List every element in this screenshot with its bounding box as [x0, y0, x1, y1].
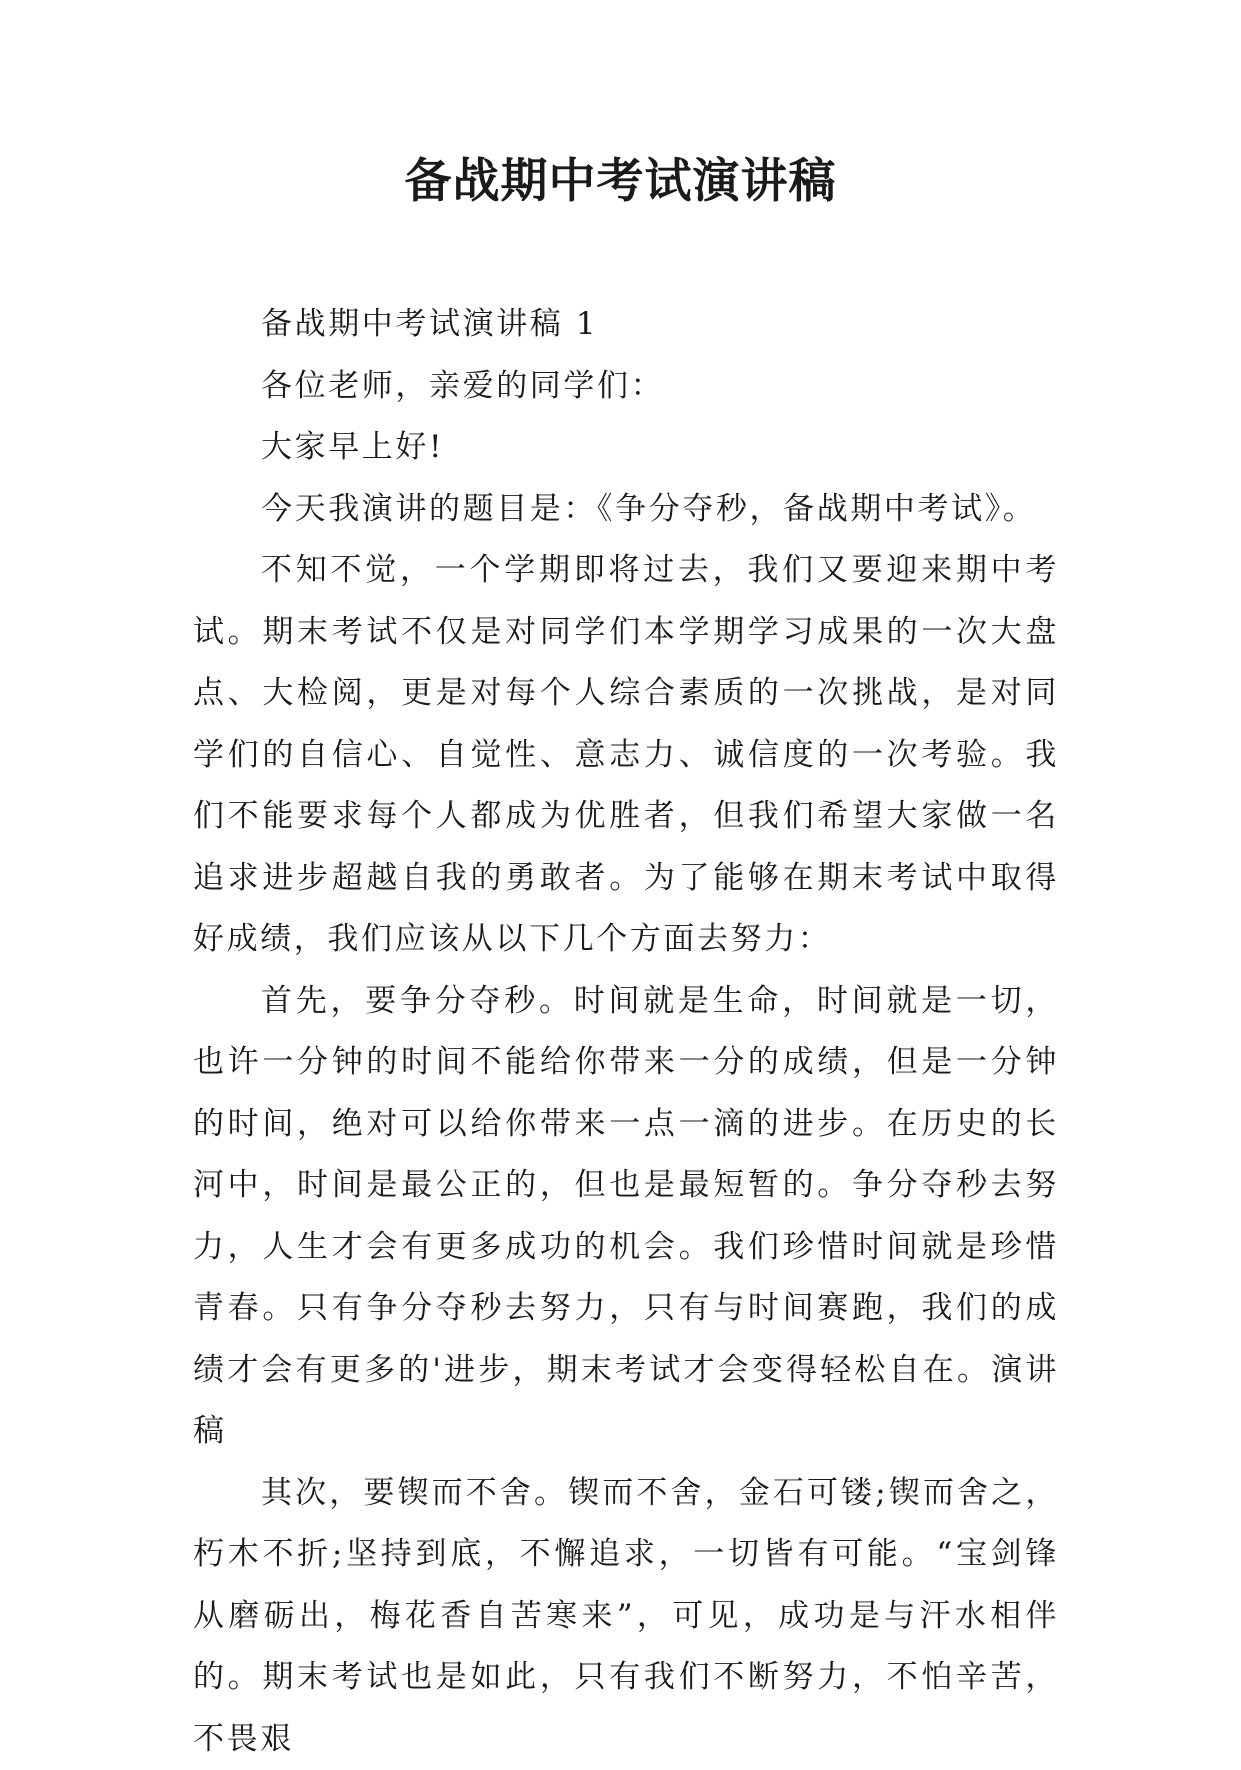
- body-paragraph: 其次，要锲而不舍。锲而不舍，金石可镂;锲而舍之，朽木不折;坚持到底，不懈追求，一切皆有可能。“宝剑锋从磨砺出，梅花香自苦寒来”，可见，成功是与汗水相伴的。期末考试也是如此，只有我们不断努力，不怕辛苦，不畏艰: [193, 1463, 1059, 1770]
- salutation: 各位老师，亲爱的同学们：: [193, 356, 1059, 418]
- greeting: 大家早上好!: [193, 417, 1059, 479]
- document-body: [193, 294, 1059, 1770]
- body-paragraph: 不知不觉，一个学期即将过去，我们又要迎来期中考试。期末考试不仅是对同学们本学期学习成果的一次大盘点、大检阅，更是对每个人综合素质的一次挑战，是对同学们的自信心、自觉性、意志力、诚信度的一次考验。我们不能要求每个人都成为优胜者，但我们希望大家做一名追求进步超越自我的勇敢者。为了能够在期末考试中取得好成绩，我们应该从以下几个方面去努力：: [193, 540, 1059, 971]
- document-title: 备战期中考试演讲稿: [0, 150, 1241, 214]
- body-paragraph: 首先，要争分夺秒。时间就是生命，时间就是一切，也许一分钟的时间不能给你带来一分的成绩，但是一分钟的时间，绝对可以给你带来一点一滴的进步。在历史的长河中，时间是最公正的，但也是最短暂的。争分夺秒去努力，人生才会有更多成功的机会。我们珍惜时间就是珍惜青春。只有争分夺秒去努力，只有与时间赛跑，我们的成绩才会有更多的'进步，期末考试才会变得轻松自在。演讲稿: [193, 971, 1059, 1463]
- section-heading: 备战期中考试演讲稿 1: [193, 294, 1059, 356]
- speech-topic: 今天我演讲的题目是：《争分夺秒，备战期中考试》。: [193, 479, 1059, 541]
